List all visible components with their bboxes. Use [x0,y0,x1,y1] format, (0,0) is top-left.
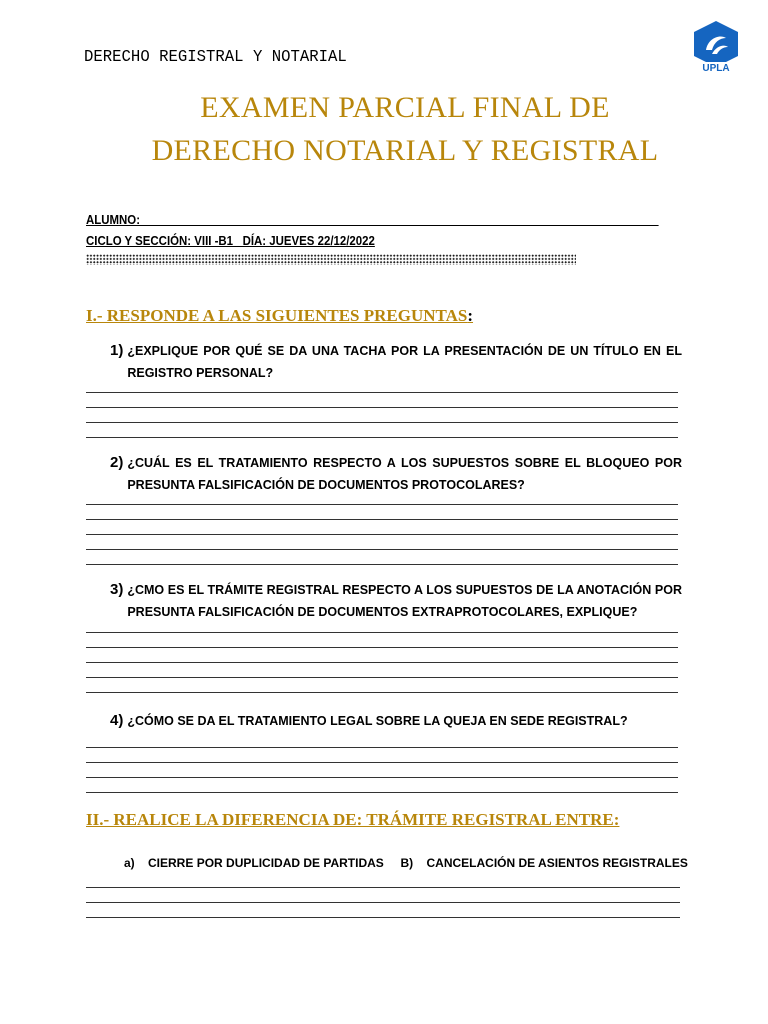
option-a-text: CIERRE POR DUPLICIDAD DE PARTIDAS [148,856,384,870]
question-3 [110,579,682,623]
section-2-title: II.- REALICE LA DIFERENCIA DE: TRÁMITE REGISTRAL ENTRE: [86,810,620,829]
exam-title-line2: DERECHO NOTARIAL Y REGISTRAL [151,134,659,167]
dotted-separator [86,254,576,265]
answer-line [86,902,680,903]
option-a-label: a) [124,856,135,870]
question-1 [110,340,682,384]
question-text: ¿CUÁL ES EL TRATAMIENTO RESPECTO A LOS SUPUESTOS SOBRE EL BLOQUEO POR PRESUNTA FALSIFICACIÓN DE DOCUMENTOS PROTOCOLARES? [127,456,682,492]
answer-line [86,422,678,423]
answer-line [86,762,678,763]
answer-line [86,564,678,565]
answer-line [86,792,678,793]
answer-line [86,917,680,918]
answer-line [86,392,678,393]
question-number: 3) [110,581,124,598]
course-header: DERECHO REGISTRAL Y NOTARIAL [84,48,347,67]
question-text: ¿CMO ES EL TRÁMITE REGISTRAL RESPECTO A LOS SUPUESTOS DE LA ANOTACIÓN POR PRESUNTA FALSIFICACIÓN DE DOCUMENTOS EXTRAPROTOCOLARES, EXPLIQUE? [127,583,682,619]
question-2 [110,452,682,496]
answer-line [86,777,678,778]
question-4 [110,710,682,732]
answer-line [86,534,678,535]
answer-line [86,662,678,663]
option-b-text: CANCELACIÓN DE ASIENTOS REGISTRALES [426,856,688,870]
answer-line [86,647,678,648]
answer-line [86,692,678,693]
question-text: ¿CÓMO SE DA EL TRATAMIENTO LEGAL SOBRE LA QUEJA EN SEDE REGISTRAL? [127,714,628,728]
answer-line [86,747,678,748]
answer-line [86,407,678,408]
section-1-title: I.- RESPONDE A LAS SIGUIENTES PREGUNTAS: [86,306,474,325]
student-name-field: ALUMNO:___________________________________________________ ______________________________ [86,212,659,227]
answer-line [86,437,678,438]
answer-line [86,887,680,888]
option-b-label: B) [400,856,414,870]
answer-line [86,632,678,633]
cycle-section-date: CICLO Y SECCIÓN: VIII -B1 DÍA: JUEVES 22/12/2022 [86,233,375,248]
logo-text: UPLA [702,63,730,72]
answer-line [86,677,678,678]
question-number: 4) [110,712,124,729]
section-2-options [124,856,688,870]
upla-logo [690,20,742,72]
answer-line [86,549,678,550]
answer-line [86,504,678,505]
question-number: 2) [110,454,124,471]
question-number: 1) [110,342,124,359]
logo-hexagon [694,21,738,67]
question-text: ¿EXPLIQUE POR QUÉ SE DA UNA TACHA POR LA PRESENTACIÓN DE UN TÍTULO EN EL REGISTRO PERSONAL? [127,344,682,380]
exam-title-line1: EXAMEN PARCIAL FINAL DE [200,91,610,124]
answer-line [86,519,678,520]
